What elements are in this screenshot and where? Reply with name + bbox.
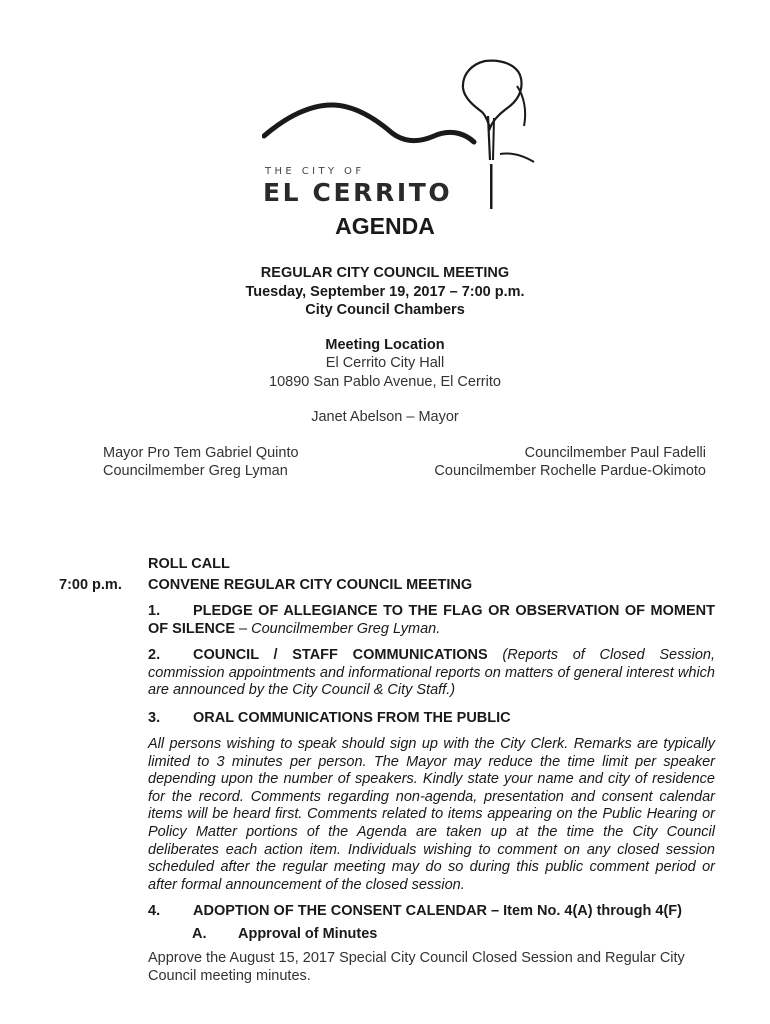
- council-member: Mayor Pro Tem Gabriel Quinto: [103, 445, 299, 461]
- item-title: ORAL COMMUNICATIONS FROM THE PUBLIC: [193, 710, 511, 726]
- location-address: 10890 San Pablo Avenue, El Cerrito: [269, 374, 501, 390]
- subitem-text: Approve the August 15, 2017 Special City Council Closed Session and Regular City Council meeting minutes.: [148, 950, 685, 984]
- item-number: 2.: [148, 647, 161, 663]
- location-heading: Meeting Location: [325, 337, 445, 353]
- council-member: Councilmember Paul Fadelli: [524, 445, 706, 461]
- subitem-letter: A.: [192, 926, 207, 942]
- logo-graphic: [262, 56, 537, 212]
- item-title: ADOPTION OF THE CONSENT CALENDAR – Item No. 4(A) through 4(F): [193, 903, 682, 919]
- logo-small-text: THE CITY OF: [265, 166, 365, 177]
- meeting-name: REGULAR CITY COUNCIL MEETING: [260, 265, 510, 281]
- item-number: 4.: [148, 903, 161, 919]
- agenda-item-1: [148, 603, 715, 638]
- location-building: El Cerrito City Hall: [325, 355, 445, 371]
- council-member: Councilmember Rochelle Pardue-Okimoto: [434, 463, 706, 479]
- item-number: 3.: [148, 710, 161, 726]
- meeting-place: City Council Chambers: [305, 302, 465, 318]
- item-title: COUNCIL / STAFF COMMUNICATIONS: [193, 647, 488, 663]
- item-3-detail: All persons wishing to speak should sign up with the City Clerk. Remarks are typically limited to 3 minutes per person. The Mayor may reduce the time limit per speaker depending upon the number of speakers. Kindly state your name and city of residence for the record. Comments regarding non-agenda, presentation and consent calendar items will be heard first. Comments related to items appearing on the Public Hearing or Policy Matter portions of the Agenda are taken up at the time the City Council deliberates each action item. Individuals wishing to comment on any closed session scheduled after the regular meeting may do so during this public comment period or after formal announcement of the closed session.: [148, 736, 715, 893]
- item-number: 1.: [148, 603, 161, 619]
- item-detail: (Reports of Closed Session, commission appointments and informational reports on matters of general interest which are announced by the City Council & City Staff.): [148, 647, 715, 699]
- convene-time: 7:00 p.m.: [59, 577, 122, 593]
- mayor-line: Janet Abelson – Mayor: [311, 409, 459, 425]
- convene-heading: CONVENE REGULAR CITY COUNCIL MEETING: [148, 577, 473, 593]
- council-member: Councilmember Greg Lyman: [103, 463, 288, 479]
- agenda-item-2: [148, 647, 715, 700]
- subitem-heading: [192, 926, 377, 942]
- logo-big-text: EL CERRITO: [263, 178, 453, 207]
- item-title: PLEDGE OF ALLEGIANCE TO THE FLAG OR OBSERVATION OF MOMENT OF SILENCE: [148, 603, 715, 637]
- item-detail: – Councilmember Greg Lyman.: [235, 620, 441, 637]
- agenda-item-4-heading: [148, 903, 715, 921]
- meeting-datetime: Tuesday, September 19, 2017 – 7:00 p.m.: [245, 284, 525, 300]
- subitem-title: Approval of Minutes: [238, 926, 378, 942]
- agenda-item-3-heading: [148, 710, 715, 728]
- roll-call: ROLL CALL: [148, 556, 230, 572]
- agenda-title: AGENDA: [335, 213, 435, 239]
- city-logo: [262, 56, 537, 212]
